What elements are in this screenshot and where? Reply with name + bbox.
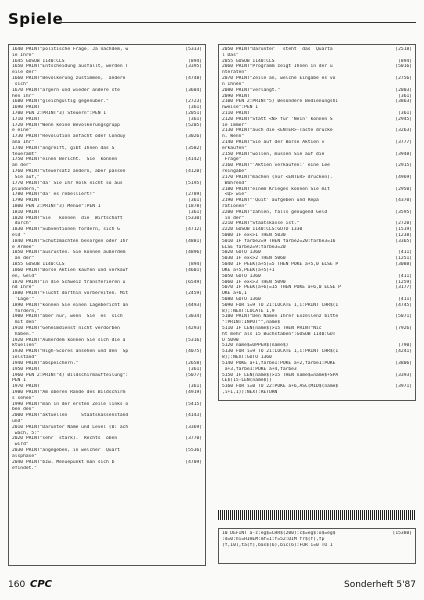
code-text: 1760 PRINT"Steuersatz ändern, aber passen: [12, 169, 126, 175]
code-text: 1910 PRINT"Geheimdienst nicht verdorben: [12, 326, 120, 331]
code-text: Sie auf,": [12, 174, 40, 180]
code-text: 2160 PRINT"'Aktien verkaufen:' eine Lee: [222, 163, 330, 169]
code-text: 1680 PRINT"gleichgültig gegenüber.": [12, 99, 109, 105]
checksum: [4293]: [185, 326, 202, 331]
code-text: 5020 GOTO 1360: [222, 250, 261, 256]
code-text: 1690 PRINT: [12, 105, 40, 111]
code-text: an der": [12, 163, 32, 169]
code-text: 5130 FOR i=9 TO 21:LOCATE 1,i:PRINT CHR$(1: [222, 349, 339, 355]
checksum: [4370]: [395, 198, 412, 204]
code-text: 5110 IF LEN(name$)>15 THEN PRINT"Nic: [222, 326, 322, 331]
code-text: 1855 GOSUB 1140:CLS: [12, 262, 65, 268]
code-text: OKE a+5,PEEK(a+5)+1: [222, 267, 275, 273]
checksum: [894]: [188, 58, 202, 64]
code-text: 2080 PRINT"verlangt.": [222, 87, 281, 93]
checksum: [2003]: [395, 87, 412, 93]
code-text: 1950 PRINT: [12, 366, 40, 372]
checksum: [3595]: [395, 209, 412, 215]
code-text: eile der": [12, 70, 37, 76]
checksum: [2720]: [395, 221, 412, 227]
checksum: [5333]: [185, 47, 202, 52]
code-text: ie immer": [222, 122, 247, 128]
code-text: 1770 PRINT"da' Sie Ihr Volk nicht so aus: [12, 180, 123, 186]
checksum: [5415]: [185, 401, 202, 407]
page-header: [8, 10, 416, 32]
code-text: 2130 PRINT"auch die <ENTER>-Taste drücke: [222, 128, 333, 134]
code-text: 1800 PEN 2:PRINT"3) Menue":PEN 1: [12, 203, 101, 209]
checksum: [1519]: [395, 227, 412, 233]
code-text: 2100 PEN 2:PRINT"5) Besondere Bedienungshi: [222, 99, 339, 105]
code-text: rationen": [222, 203, 247, 209]
code-text: 1930 PRINT"High-Scores ansehen und den Sp: [12, 349, 129, 355]
code-text: 1970 PRINT: [12, 384, 40, 390]
code-text: 8);:NEXT:LOCATE 1,9: [222, 308, 275, 314]
code-text: wird": [12, 442, 29, 448]
checksum: [4896]: [185, 250, 202, 256]
checksum: [361]: [188, 366, 202, 372]
code-text: 2020 PRINT"sehr stark). Rechts oben: [12, 436, 118, 442]
checksum: [5016]: [395, 64, 412, 70]
code-text: 1710 PRINT: [12, 116, 40, 122]
checksum: [2459]: [185, 291, 202, 297]
code-text: 5050 GOTO 1360: [222, 273, 261, 279]
code-text: haben.": [12, 331, 35, 337]
listing-box-bottom: [218, 528, 416, 564]
code-text: ben den": [12, 407, 35, 413]
code-text: 2200 PRINT"zahlen, falls genügend Geld: [222, 209, 328, 215]
code-text: hen ihr": [12, 93, 35, 99]
checksum: [411]: [398, 250, 412, 256]
code-text: n Ihnen": [222, 81, 245, 87]
code-text: l Das": [222, 52, 239, 58]
issue-label: Sonderheft 5'87: [343, 580, 416, 590]
code-text: 'Lage'": [12, 296, 35, 302]
checksum: [361]: [398, 110, 412, 116]
checksum: [4075]: [185, 349, 202, 355]
checksum: [4241]: [395, 349, 412, 355]
checksum: [3393]: [395, 372, 412, 378]
checksum: [3582]: [185, 145, 202, 151]
checksum: [2789]: [185, 192, 202, 198]
checksum: [3263]: [395, 128, 412, 134]
checksum: [5330]: [185, 215, 202, 221]
code-text: ELSE farbe2=9:farbe3=20: [222, 244, 286, 250]
code-text: teueramt": [12, 151, 37, 157]
code-text: CE$(15-LEN(name$)): [222, 378, 272, 384]
code-text: 2055 GOSUB 1140:CLS: [222, 58, 275, 64]
code-text: 1880 PRINT"Flucht dorthin vorbereiten. Mit: [12, 291, 129, 297]
checksum: [15380]: [392, 531, 412, 536]
checksum: [4601]: [185, 267, 202, 273]
code-text: 1650 PRINT"Entscheidung ausfällt, werden T: [12, 64, 129, 70]
code-text: 2170 PRINT"machen (nur <ENTER> drücken).: [222, 174, 333, 180]
code-text: eld ": [12, 233, 26, 238]
code-text: ktuellen": [12, 343, 37, 349]
code-text: ht mehr als 15 Buchstaben":GOSUB 1140:GOT: [222, 331, 336, 337]
code-text: 1990 PRINT"man in der ersten Zeile links o: [12, 401, 129, 407]
checksum: [3806]: [395, 360, 412, 366]
code-text: n. Wenn": [222, 134, 245, 140]
code-text: 2070 PRINT"Zeile an, welche Eingabe es vo: [222, 76, 336, 82]
code-text: 1645 GOSUB 1140:CLS: [12, 58, 65, 64]
checksum: [5316]: [185, 337, 202, 343]
code-text: 5060 IF ex<>3 THEN 5090: [222, 279, 286, 285]
code-text: 5100 PRINT"Den Namen Ihrer Exzellenz bitte: [222, 314, 339, 320]
code-text: nteraten": [222, 70, 247, 76]
code-text: 2120 PRINT"Statt <N> für 'Nein' können S: [222, 116, 333, 122]
checksum: [4143]: [185, 413, 202, 419]
code-text: 5000 IF ex<>1 THEN 5030: [222, 233, 286, 238]
checksum: [3948]: [395, 151, 412, 157]
checksum: [2723]: [185, 99, 202, 105]
code-text: 2060 PRINT"Programm zeigt Ihnen in der u: [222, 64, 333, 70]
code-text: 1860 PRINT"Börse Aktien kaufen und verkauf: [12, 267, 129, 273]
code-text: 2180 PRINT"einem Krieges können Sie mit: [222, 186, 330, 192]
code-text: in der": [222, 215, 245, 221]
barcode-strip: [218, 510, 416, 520]
code-text: 1730 PRINT"Revolution anfacht oder Conduy: [12, 134, 126, 140]
checksum: [3684]: [185, 87, 202, 93]
checksum: [5077]: [185, 372, 202, 378]
code-text: O 5090: [222, 337, 239, 343]
code-text: nweise":PEN 1: [222, 105, 258, 111]
code-text: Während": [222, 180, 247, 186]
checksum: [2658]: [185, 360, 202, 366]
code-text: s sehen": [12, 395, 35, 401]
code-text: 5030 IF ex<>2 THEN 5060: [222, 256, 286, 262]
checksum: [361]: [188, 105, 202, 111]
code-text: 2040 PRINT"bzw. Menuepunkt man sich b: [12, 459, 115, 465]
code-text: 2210 PRINT"Staatskasse ist.": [222, 221, 300, 227]
code-text: 2030 PRINT"angegeben, in welcher Quart: [12, 448, 120, 454]
checksum: [3088]: [395, 262, 412, 268]
checksum: [4745]: [395, 302, 412, 308]
section-title: Spiele: [8, 10, 64, 28]
code-text: 1750 PRINT"einen Bericht. Sie können: [12, 157, 118, 163]
checksum: [2945]: [395, 116, 412, 122]
code-text: 5090 FOR i=9 TO 21:LOCATE 1,i:PRINT CHR$(1: [222, 302, 339, 308]
checksum: [5195]: [185, 180, 202, 186]
code-text: 2000 PRINT"aktuellen Staatskassenstand: [12, 413, 129, 419]
checksum: [361]: [188, 116, 202, 122]
checksum: [411]: [398, 296, 412, 302]
code-text: 5150 IF LEN(name$)>15 THEN name$=name$+SPA: [222, 372, 339, 378]
checksum: [2756]: [395, 76, 412, 82]
checksum: [3026]: [185, 134, 202, 140]
listing-column-right: [218, 44, 416, 401]
code-text: 1960 PEN 2:PRINT"4) Bildschirmaufteilung":: [12, 372, 129, 378]
checksum: [894]: [398, 58, 412, 64]
code-text: 1790 PRINT: [12, 198, 40, 204]
code-text: 2140 PRINT"Sie auf der Börse Aktien v: [222, 140, 325, 145]
checksum: [4142]: [185, 157, 202, 163]
checksum: [3365]: [395, 238, 412, 244]
code-text: 1980 PRINT"Am oberen Rande des Bildschirm: [12, 389, 126, 395]
listing-column-left: [8, 44, 206, 566]
checksum: [3395]: [185, 64, 202, 70]
checksum: [6549]: [185, 279, 202, 285]
code-text: 5160 FOR i=0 TO 22:POKE a+6,ASC(MID$(name$: [222, 384, 339, 390]
checksum: [4712]: [185, 227, 202, 233]
checksum: [5536]: [185, 448, 202, 454]
code-text: 1830 PRINT"Subventionen fördern, sich G: [12, 227, 120, 233]
code-line: [222, 390, 412, 396]
code-text: ana Ihr": [12, 140, 35, 145]
code-text: 2150 PRINT"wollen, müssen Sie auf die: [222, 151, 325, 157]
code-text: 1640 PRINT"politische Frage. Ja nachdem, w: [12, 47, 129, 52]
checksum: [1878]: [185, 203, 202, 209]
code-text: 1890 PRINT"können Sie einen Lagebericht an: [12, 302, 129, 308]
code-text: 2010 PRINT"Darunter Name und Level (0: ach: [12, 424, 129, 430]
checksum: [3034]: [185, 314, 202, 320]
code-text: plündern,": [12, 186, 40, 192]
checksum: [411]: [398, 273, 412, 279]
page-footer: [8, 578, 416, 592]
code-text: efindet.": [12, 465, 37, 471]
checksum: [3770]: [185, 436, 202, 442]
code-line: [12, 466, 202, 472]
code-text: ":PRINT:INPUT"",name$: [222, 320, 281, 326]
code-text: 5140 POKE a+1,farbe1:POKE a+2,farbe1:POKE: [222, 360, 336, 366]
code-text: Frage": [222, 157, 242, 163]
code-text: wach, 5:": [12, 430, 40, 436]
code-text: fordern,": [12, 308, 40, 314]
code-text: sich": [12, 81, 29, 87]
code-text: <Q> wie": [222, 192, 247, 198]
code-text: 1720 PRINT"Wenn keine Bevölkerungsgrupp: [12, 122, 120, 128]
code-text: 1870 PRINT"in die Schweiz transferieren u: [12, 279, 126, 285]
checksum: [3777]: [395, 140, 412, 145]
checksum: [894]: [188, 262, 202, 268]
code-text: ,i+1,1)):NEXT:RETURN: [222, 389, 278, 395]
code-text: 1940 PRINT"abspeichern.": [12, 360, 79, 366]
code-text: 1820 PRINT"Sie können die Wirtschaft: [12, 215, 123, 221]
checksum: [4493]: [185, 302, 202, 308]
checksum: [361]: [398, 93, 412, 99]
code-text: PEN 1: [12, 378, 26, 384]
code-text: e eine": [12, 128, 32, 134]
checksum: [1238]: [395, 233, 412, 238]
code-text: 5040 IF PEEK(a+5)=5 THEN POKE a+5,0 ELSE P: [222, 262, 339, 268]
checksum: [1251]: [395, 256, 412, 262]
code-text: 5010 IF farbe2=9 THEN farbe2=20:farbe3=16: [222, 238, 336, 244]
page-number: 160: [8, 580, 26, 590]
code-text: 1780 PRINT"da' es rebelliert!": [12, 192, 95, 198]
code-text: 2090 PRINT: [222, 93, 250, 99]
code-text: 2110 PRINT: [222, 110, 250, 116]
code-text: 1920 PRINT"Außerdem können Sie sich die a: [12, 337, 126, 343]
code-text: 1850 PRINT"ausrüsten. Sie können außerdem: [12, 250, 126, 256]
code-line: [222, 543, 412, 549]
checksum: [2051]: [185, 110, 202, 116]
code-text: 5070 IF PEEK(a+6)=15 THEN POKE a+6,0 ELSE P: [222, 285, 341, 291]
checksum: [4120]: [185, 169, 202, 175]
code-text: a+3,farbe1:POKE a+4,farbe3: [222, 366, 297, 372]
code-text: 1900 PRINT"aber nur, wenn Sie es sich: [12, 314, 123, 320]
checksum: [790]: [398, 343, 412, 349]
checksum: [4748]: [185, 76, 202, 82]
checksum: [5205]: [185, 122, 202, 128]
code-text: 1670 PRINT"ärgern und wieder andere ste: [12, 87, 120, 93]
code-text: erkaufen": [222, 145, 247, 151]
code-text: 1840 PRINT"Schutzmächten besorgen oder Ihr: [12, 238, 129, 244]
checksum: [3369]: [185, 424, 202, 430]
code-text: 5120 name$=UPPER$(name$): [222, 343, 289, 349]
code-text: 10 DEFINT a-z:eg$=CHR$(200):c$=eg$:o$=eg$: [222, 531, 336, 536]
checksum: [4881]: [185, 238, 202, 244]
checksum: [1259]: [395, 279, 412, 285]
checksum: [361]: [188, 209, 202, 215]
code-text: 2190 PRINT"'Quit' aufgeben und Repa: [222, 198, 319, 204]
checksum: [3863]: [395, 99, 412, 105]
checksum: [2950]: [395, 186, 412, 192]
code-text: e Armee": [12, 244, 35, 250]
checksum: [361]: [188, 198, 202, 204]
checksum: [2915]: [395, 163, 412, 169]
code-text: 1740 PRINT"angreift, gibt Ihnen das S: [12, 145, 115, 151]
code-text: ielstand": [12, 355, 37, 361]
code-text: :d=0:hi=HIHEM:mf=1:f=52:DIM fr$(f),fp: [222, 536, 325, 542]
code-text: alsphase": [12, 453, 37, 459]
code-text: 1660 PRINT"Bevölkerung zustimmen, andere: [12, 76, 126, 82]
code-text: 1810 PRINT: [12, 209, 40, 215]
code-text: mit den": [12, 320, 37, 326]
header-rule: [60, 22, 416, 23]
checksum: [3971]: [395, 384, 412, 390]
code-text: nd Ihre": [12, 285, 35, 291]
code-text: 2050 PRINT"Darunter steht das Quarta: [222, 47, 333, 52]
checksum: [3177]: [395, 285, 412, 291]
checksum: [5071]: [395, 314, 412, 320]
checksum: [2518]: [395, 47, 412, 52]
code-text: en, Geld": [12, 273, 37, 279]
code-text: OKE a+6,1: [222, 291, 247, 297]
code-text: und": [12, 419, 24, 424]
code-text: 5080 GOTO 1360: [222, 296, 261, 302]
code-text: 8);:NEXT:GOTO 1360: [222, 355, 272, 361]
code-text: durch": [12, 221, 32, 227]
checksum: [4919]: [185, 389, 202, 395]
checksum: [4969]: [395, 174, 412, 180]
code-text: 1700 PEN 2:PRINT"3) Steuern":PEN 1: [12, 110, 107, 116]
code-text: an der": [12, 256, 35, 262]
magazine-logo: CPC: [30, 579, 53, 590]
checksum: [361]: [188, 384, 202, 390]
checksum: [4709]: [185, 459, 202, 465]
checksum: [7926]: [395, 326, 412, 331]
code-text: ie Ihre": [12, 52, 35, 58]
code-text: reingabe": [222, 169, 247, 175]
code-text: (f,10),ta(f),bas$(6),bic(6):FOR i=0 TO 1: [222, 542, 333, 548]
code-text: 2220 GOSUB 1140:CLS:GOTO 1330: [222, 227, 303, 233]
